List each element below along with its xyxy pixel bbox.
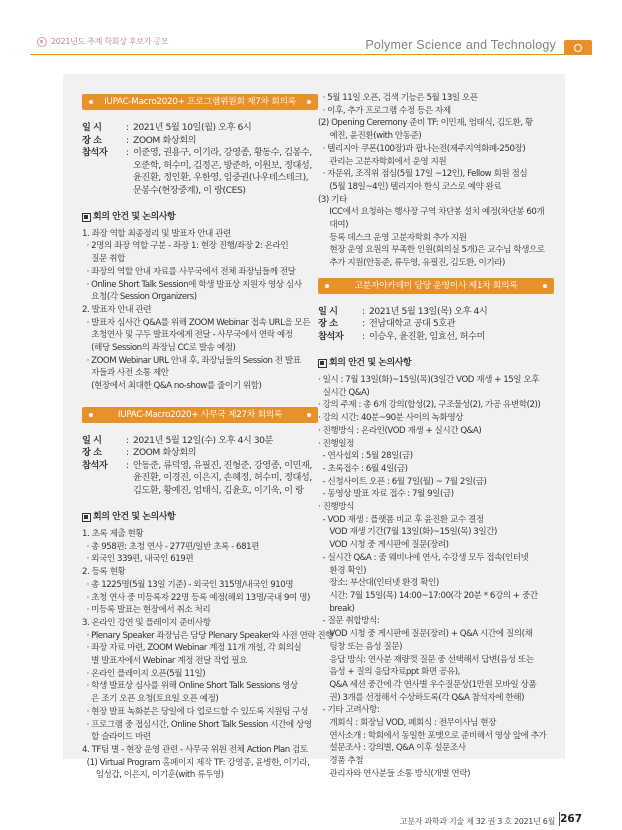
info-separator: : <box>362 305 365 317</box>
text-line: 자들과 사전 소통 제안 <box>82 368 169 379</box>
meeting3-section-title: 회의 안건 및 논의사항 <box>329 358 412 369</box>
meeting1-info <box>82 122 318 197</box>
info-key: 장 소 <box>82 447 102 459</box>
bullet-dot-icon <box>325 284 329 288</box>
meeting2-section-title: 회의 안건 및 논의사항 <box>93 512 176 523</box>
meeting1-title: IUPAC-Macro2020+ 프로그램위원회 제7차 회의록 <box>104 97 296 107</box>
info-separator: : <box>126 134 129 146</box>
text-line: 초청연사 및 구두 발표자에게 전달 - 사무국에서 연락 예정 <box>82 330 293 341</box>
header-journal-title: Polymer Science and Technology <box>365 38 556 52</box>
checkbox-square-icon <box>82 213 91 222</box>
info-row <box>82 435 318 448</box>
info-key: 장 소 <box>82 134 102 146</box>
text-line: (현장에서 최대한 Q&A no-show를 줄이기 위함) <box>82 381 262 392</box>
text-line: 현장 운영 요원의 부족한 인원(회의실 5개)은 교수님 학생으로 <box>318 245 545 256</box>
meeting2-section-head <box>82 511 318 524</box>
info-separator: : <box>126 447 129 459</box>
info-row <box>82 122 318 135</box>
info-row <box>318 331 554 344</box>
info-key: 일 시 <box>82 122 102 133</box>
text-line: · 강의 시간: 40분~90분 사이의 녹화영상 <box>318 413 464 424</box>
text-line: 별 발표자에서 Webinar 계정 전달 작업 필요 <box>82 656 247 667</box>
info-value: 안동준, 류덕영, 유필진, 진형준, 강영종, 이민재, <box>133 459 312 471</box>
info-row <box>82 447 318 460</box>
text-line: · 좌장의 역할 안내 자료를 사무국에서 전체 좌장님들께 전달 <box>82 266 296 277</box>
text-line: · 진행방식 : 온라인(VOD 재생 + 실시간 Q&A) <box>318 425 482 436</box>
text-line: · 외국인 339편, 내국인 619편 <box>82 554 194 565</box>
text-line: Q&A 세션 중간에 각 연사별 우수질문상(1만원 모바일 상품 <box>318 679 537 690</box>
info-separator: : <box>126 459 129 471</box>
info-value: 전남대학교 공대 5호관 <box>369 318 456 330</box>
text-line: (해당 Session의 좌장님 CC로 발송 예정) <box>82 343 236 354</box>
text-line: 개회식 : 회장님 VOD, 폐회식 : 전무이사님 현장 <box>318 718 496 729</box>
info-key: 일 시 <box>318 305 338 317</box>
text-line: · 초청 연사 중 미등록자 22명 등록 예정(해외 13명/국내 9여 명) <box>82 592 310 603</box>
header-left-text: 2021년도 추계 학회상 후보자 공모 <box>51 37 169 46</box>
info-value: 2021년 5월 13일(목) 오후 4시 <box>369 305 488 317</box>
checkbox-square-icon <box>82 513 91 522</box>
info-value: 2021년 5월 10일(월) 오후 6시 <box>133 122 252 133</box>
text-line: - 질문 취합방식: <box>318 616 380 627</box>
text-line: 환경 확인) <box>318 565 366 576</box>
text-line: · 온라인 플레이지 오픈(5월 11일) <box>82 668 206 679</box>
text-line: 연사소개 : 학회에서 동일한 포맷으로 준비해서 영상 앞에 추가 <box>318 730 547 741</box>
right-column <box>318 92 554 781</box>
info-key: 일 시 <box>82 434 102 446</box>
text-line: 대여) <box>318 220 349 231</box>
info-row <box>318 318 554 331</box>
meeting1-body <box>82 228 318 393</box>
header-divider <box>30 54 592 55</box>
text-line: 경품 추첨 <box>318 756 364 767</box>
info-value: 이준영, 권용구, 이기라, 강영종, 황동수, 김봉수, <box>133 147 312 158</box>
info-row <box>82 185 318 198</box>
bullet-dot-icon <box>89 100 93 104</box>
text-line: (5월 18일~4인) 텔리지아 한식 코스로 예약 완료 <box>318 181 502 192</box>
text-line: - 실시간 Q&A : 줌 웨비나에 연사, 수강생 모두 접속(인터넷 <box>318 552 529 563</box>
meeting3-section-head <box>318 357 554 370</box>
meeting1-title-bar <box>82 94 318 110</box>
info-row <box>82 135 318 148</box>
text-line: · 발표자 심사간 Q&A를 위해 ZOOM Webinar 접속 URL을 모든 <box>82 317 311 328</box>
text-line: - 동영상 발표 자료 접수 : 7월 9일(금) <box>318 489 454 500</box>
header-tab-icon <box>564 40 592 54</box>
text-line: 음성 + 질의 응답자료ppt 화면 공유), <box>318 667 460 678</box>
text-line: · 강의 주제 : 총 6개 강의(합성(2), 구조물성(2), 가공 유변학(2)) <box>318 400 541 411</box>
info-row <box>318 306 554 319</box>
info-separator: : <box>126 122 129 133</box>
meeting3-info <box>318 306 554 344</box>
meeting2-title-bar <box>82 407 318 423</box>
footer-journal: 고분자 과학과 기술 제 32 권 3 호 2021년 6월 <box>399 817 555 826</box>
text-line: 등록 데스크 운영 고분자학회 추가 지원 <box>318 232 467 243</box>
info-row <box>82 172 318 185</box>
text-line: 관리는 고분자학회에서 운영 지원 <box>318 156 447 167</box>
info-value: 윤진환, 정인환, 우한영, 임중권(나우테스테크), <box>133 172 309 183</box>
text-line: 4. TF팀 별 - 현장 운영 관련 - 사무국 위원 전체 Action Plan 검토 <box>82 745 308 755</box>
text-line: VOD 재생 기간(7월 13일(화)~15일(목) 3일간) <box>318 527 497 538</box>
text-line: 할 슬라이드 마련 <box>82 732 151 743</box>
text-line: 설문조사 : 강의별, Q&A 이후 설문조사 <box>318 743 466 754</box>
info-value: 이승우, 윤진환, 임효선, 허수미 <box>369 330 485 342</box>
text-line: - VOD 재생 : 플랫폼 비교 후 윤진환 교수 결정 <box>318 514 484 525</box>
text-line: 추가 지원(안동준, 류두영, 유필진, 김도환, 이기라) <box>318 258 505 269</box>
text-line: · 일시 : 7월 13일(화)~15일(목)(3일간 VOD 재생 + 15일 오후 <box>318 375 540 386</box>
info-value: 오준학, 허수미, 김정곤, 방준하, 이원보, 정대성, <box>133 159 312 171</box>
info-value: 김도환, 황예진, 엄태식, 김윤호, 이기욱, 이 랑 <box>133 484 304 496</box>
text-line: · ZOOM Webinar URL 안내 후, 좌장님들의 Session 전 발표 <box>82 355 301 366</box>
meeting3-title: 고분자아카데미 담당 운영이사 제1차 회의록 <box>354 280 518 291</box>
text-line: 권) 3개를 선정해서 수상하도록(각 Q&A 참석자에 한해) <box>318 692 524 703</box>
info-row <box>82 160 318 173</box>
bullet-dot-icon <box>89 413 93 417</box>
info-value: ZOOM 화상회의 <box>133 134 197 146</box>
text-line: · 텔리지아 쿠폰(100장)과 팝나는전(제주지역화폐-250장) <box>318 143 526 154</box>
text-line: · 좌장 자료 마련, ZOOM Webinar 계정 11개 개설, 각 회의실 <box>82 643 302 654</box>
text-line: · 5월 11일 오픈, 검색 기능은 5월 13일 오픈 <box>318 93 478 103</box>
text-line: · 진행일정 <box>318 438 354 449</box>
info-key: 참석자 <box>318 330 344 342</box>
page-header <box>0 0 622 64</box>
info-separator: : <box>126 434 129 446</box>
text-line: (3) 기타 <box>318 194 347 205</box>
text-line: - 기타 고려사항: <box>318 705 380 716</box>
info-row <box>82 485 318 498</box>
info-row <box>82 460 318 473</box>
text-line: 3. 온라인 강연 및 플레이지 준비사항 <box>82 617 211 628</box>
text-line: · 진행방식 <box>318 502 354 513</box>
text-line: · 총 958편: 초청 연사 - 277편/일반 초록 - 681편 <box>82 541 259 552</box>
text-line: ICC에서 요청하는 행사장 구역 차단봉 설치 예정(차단봉 60개 <box>318 207 545 218</box>
bullet-dot-icon <box>307 413 311 417</box>
info-row <box>82 472 318 485</box>
text-line: 2. 발표자 안내 관련 <box>82 304 152 315</box>
text-line: (1) Virtual Program 홈페이지 제작 TF: 강영종, 윤병한, 이기라, <box>82 757 310 768</box>
meeting2-body <box>82 528 334 782</box>
info-key: 참석자 <box>82 459 108 471</box>
text-line: 은 조기 오픈 요청(토요일 오픈 예정) <box>82 694 219 705</box>
text-line: 응답 방식: 연사분 재량껏 질문 중 선택해서 답변(음성 또는 <box>318 654 534 665</box>
page-number: 267 <box>560 813 582 825</box>
meeting1-section-title: 회의 안건 및 논의사항 <box>93 212 176 222</box>
text-line: 팅창 또는 음성 질문) <box>318 641 402 652</box>
text-line: · Plenary Speaker 좌장님은 담당 Plenary Speaker와 사전 연락 진행 <box>82 630 334 641</box>
text-line: break) <box>318 603 355 614</box>
meeting3-title-bar <box>318 278 554 294</box>
text-line: 실시간 Q&A) <box>318 387 370 398</box>
text-line: · 2명의 좌장 역할 구분 - 좌장 1: 현장 진행/좌장 2: 온라인 <box>82 241 289 252</box>
text-line: · Online Short Talk Session에 학생 발표상 지원자 영상 심사 <box>82 279 302 290</box>
society-logo-icon <box>37 37 47 47</box>
info-value: 2021년 5월 12일(수) 오후 4시 30분 <box>133 434 273 446</box>
text-line: 시간: 7월 15일(목) 14:00~17:00(각 20분 * 6강의 + 중간 <box>318 591 538 601</box>
info-row <box>82 147 318 160</box>
info-key: 참석자 <box>82 147 108 158</box>
info-separator: : <box>362 318 365 330</box>
info-value: 문봉수(현장중계), 이 랑(CES) <box>133 184 246 196</box>
text-line: 임성갑, 이은지, 이기훈(with 류두영) <box>82 770 224 781</box>
text-line: - 초록접수 : 6월 4일(금) <box>318 463 408 474</box>
text-line: 2. 등록 현황 <box>82 567 126 578</box>
text-line: (2) Opening Ceremony 준비 TF: 이민재, 엄태식, 김도환, 황 <box>318 118 533 129</box>
text-line: 장소: 부산대(인터넷 환경 확인) <box>318 578 439 589</box>
text-line: · 현장 발표 녹화분은 당일에 다 업로드할 수 있도록 지원팀 구성 <box>82 706 308 717</box>
info-key: 장 소 <box>318 318 338 330</box>
text-line: 질문 취합 <box>82 254 125 265</box>
info-separator: : <box>362 330 365 342</box>
text-line: 1. 좌장 역할 최종정리 및 발표자 안내 관련 <box>82 228 231 239</box>
text-line: · 학생 발표상 심사를 위해 Online Short Talk Sessions 영상 <box>82 681 298 692</box>
info-value: 윤진환, 이경진, 이은지, 손혜정, 허수미, 정대성, <box>133 472 312 484</box>
meeting2-info <box>82 435 318 498</box>
bullet-dot-icon <box>543 284 547 288</box>
text-line: · 미등록 발표는 현장에서 취소 처리 <box>82 605 211 616</box>
bullet-dot-icon <box>307 100 311 104</box>
continued-body <box>318 92 554 270</box>
text-line: 예진, 윤진환(with 안동준) <box>318 131 422 142</box>
text-line: 1. 초록 제출 현황 <box>82 529 144 540</box>
text-line: · 프로그램 중 접심시간, Online Short Talk Session 시간에 상영 <box>82 719 312 730</box>
text-line: 관리자와 연사분들 소통 방식(개별 연락) <box>318 768 470 779</box>
text-line: · 자문위, 조직위 점심(5월 17일 ~12인), Fellow 회원 점심 <box>318 169 528 180</box>
checkbox-square-icon <box>318 359 327 368</box>
text-line: · 총 1225명(5월 13일 기준) - 외국인 315명/내국인 910명 <box>82 579 294 590</box>
meeting3-body <box>318 374 554 781</box>
text-line: · 이후, 추가 프로그램 수정 등은 자제 <box>318 105 451 116</box>
text-line: 요청(각 Session Organizers) <box>82 292 197 303</box>
meeting2-title: IUPAC-Macro2020+ 사무국 제27차 회의록 <box>117 409 283 420</box>
text-line: - 신청사이트 오픈 : 6월 7일(월) ~ 7월 2일(금) <box>318 476 487 487</box>
info-separator: : <box>126 147 129 158</box>
info-value: ZOOM 화상회의 <box>133 447 197 459</box>
text-line: VOD 시청 중 게시판에 질문(장려) <box>318 540 449 551</box>
text-line: - 연사섭외 : 5월 28일(금) <box>318 451 413 462</box>
meeting1-section-head <box>82 211 318 224</box>
text-line: VOD 시청 중 게시판에 질문(장려) + Q&A 시간에 질의(채 <box>318 629 533 640</box>
